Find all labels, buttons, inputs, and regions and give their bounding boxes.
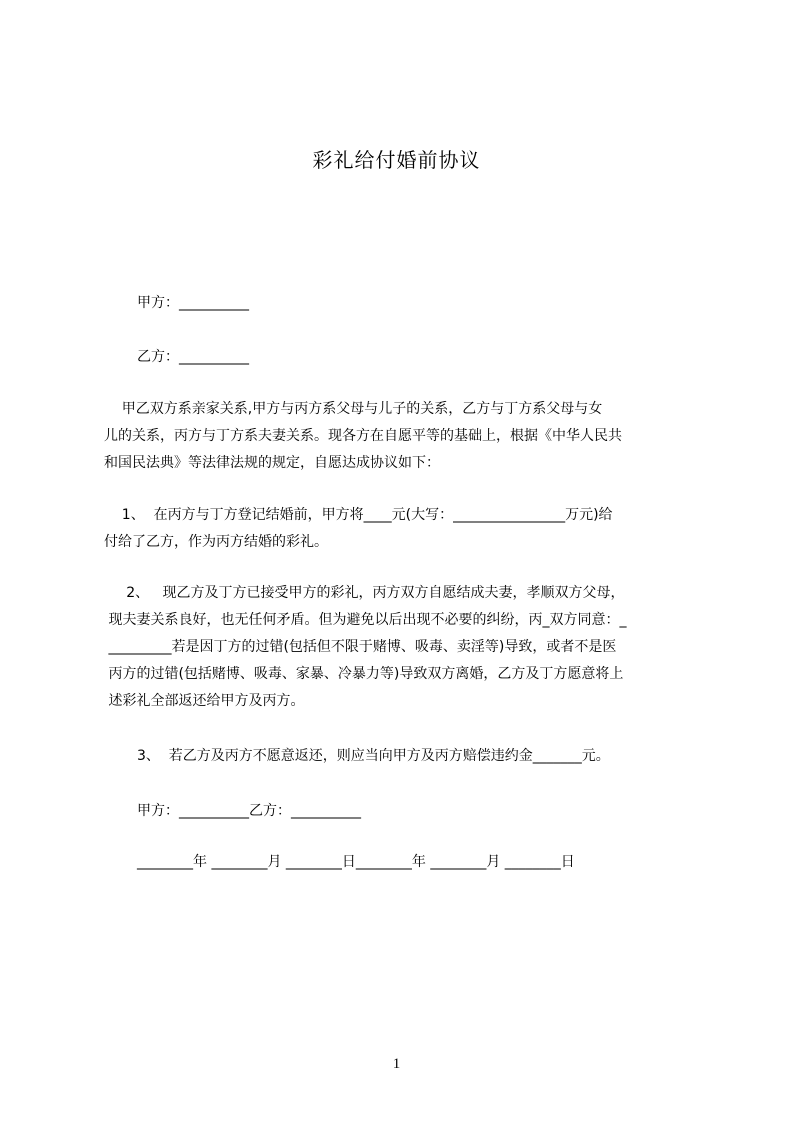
signature-line: 甲方：__________乙方：__________ bbox=[137, 803, 361, 819]
clause-2 bbox=[104, 580, 706, 715]
party-a-line: 甲方：__________ bbox=[137, 295, 249, 311]
intro-line-1: 甲乙双方系亲家关系,甲方与丙方系父母与儿子的关系，乙方与丁方系父母与女 bbox=[104, 401, 603, 417]
intro-line-2: 儿的关系，丙方与丁方系夫妻关系。现各方在自愿平等的基础上，根据《中华人民共 bbox=[104, 428, 622, 444]
document-title: 彩礼给付婚前协议 bbox=[312, 148, 481, 172]
party-b-line: 乙方：__________ bbox=[137, 349, 249, 365]
clause-1-line-2: 付给了乙方，作为丙方结婚的彩礼。 bbox=[104, 534, 328, 550]
page-number: 1 bbox=[392, 1056, 401, 1072]
clause-1-line-1: 1、 在丙方与丁方登记结婚前，甲方将____元(大写：________________万元)给 bbox=[104, 507, 613, 523]
intro-paragraph bbox=[104, 396, 706, 477]
date-line: ________年 ________月 ________日________年 ________月 ________日 bbox=[137, 854, 575, 870]
clause-2-line-5: 述彩礼全部返还给甲方及丙方。 bbox=[104, 693, 305, 709]
clause-3: 3、 若乙方及丙方不愿意返还，则应当向甲方及丙方赔偿违约金_______元。 bbox=[137, 748, 610, 764]
clause-2-line-4: 丙方的过错(包括赌博、吸毒、家暴、冷暴力等)导致双方离婚，乙方及丁方愿意将上 bbox=[104, 666, 624, 682]
clause-2-line-1: 2、 现乙方及丁方已接受甲方的彩礼，丙方双方自愿结成夫妻，孝顺双方父母， bbox=[104, 585, 625, 601]
clause-2-line-2: 现夫妻关系良好，也无任何矛盾。但为避免以后出现不必要的纠纷，丙_双方同意：_ bbox=[104, 612, 627, 628]
intro-line-3: 和国民法典》等法律法规的规定，自愿达成协议如下： bbox=[104, 455, 440, 471]
clause-1 bbox=[104, 502, 706, 556]
clause-2-line-3: _________若是因丁方的过错(包括但不限于赌博、吸毒、卖淫等)导致，或者不是医 bbox=[104, 639, 617, 655]
